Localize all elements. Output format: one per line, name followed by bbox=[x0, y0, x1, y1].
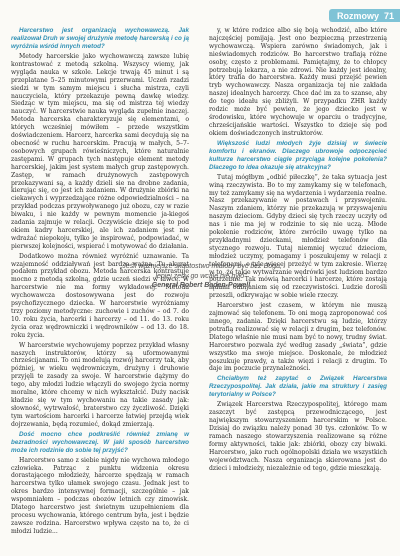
paragraph: Tutaj mógłbym „odbić piłeczkę”, że taka sytuacja jest winą rzeczywista. Bo to my zamykamy się w telefonach, my też zamykamy się na wydarzenia i wydarzenia realne. Nasz przekazywanie w postawach i przyswojeniu. Naszym zdaniem, którzy nie przekazują w przyswajeniu naszym dzieciom. Gdyby dzieci się tych rzeczy uczyły od nas i nie ma jej w rodzinie to się nie uczą. Młode pokolenie rodziców, które zwróciło uwagę tylko na przykładnymi dzieckami, młodzież telefonów dla stycznego rozwoju. Tutaj niemniej wyczuć dzieciom, młodzież uczymy, pomagamy i poszukujemy w relacji z telefonami, o tyle więcej przeżyć w tym zakresie. Wierzę w to, że takie wytwarzanie wędrówki jest ludziom bardzo potrzebne. Tak mówią harcerki i harcerze, które zostają lądami odbijaniem się od rzeczywistości. Ludzie dorośli przeszli, odkrywając w sobie wiele rzeczy. bbox=[209, 173, 387, 300]
question: Dość mocno chce podkreślić również zmianę w bezradności wychowawczej. W jaki sposób harcerstwo może ich rodzinie do sobie tej przyjść? bbox=[11, 430, 189, 454]
paragraph: Dodatkowo można również wyróżnić uznawanie. Ta wzajemność oddziaływań jest bardzo ważna. Tu akurat podałem przykład obozu. Metoda harcerska kontrastuje mocno z metodą szkolną, gdzie uczeń siedzi w ławce. W harcerstwie nie ma formy wykładowej. Metoda wychowawcza dostosowywana jest do rozwoju psychofizycznego dziecka. W harcerstwie wyróżniamy trzy poziomy metodyczne: zuchowie i zuchów – od 7. do 10. roku życia, harcerki i harcerzy – od 11. do 13. roku życia oraz wędrowniczki i wędrowników – od 13. do 18. roku życia. bbox=[11, 252, 189, 339]
section-title: Rozmowy bbox=[336, 10, 379, 21]
pull-quote bbox=[120, 262, 282, 291]
page-number: 71 bbox=[383, 10, 394, 21]
paragraph: Metody harcerskie jako wychowawczą zawsze lubię kontrastować z metodą szkolną. Wszyscy wiemy, jak wygląda nauka w szkole. Lekcje trwają 45 minut i są przeplatane 5–25 minutowymi przerwami. Uczeń rzadzi siedzi w tym samym miejscu i słucha mistrza, czyli nauczyciela, który przekazuje pewną dawkę wiedzy. Siedząc w tym miejscu, ma się od mistrza tej wiedzy nauczyć. W harcerstwie nauka wygląda zupełnie inaczej. Metoda harcerska charakteryzuje się elementami, o których wcześniej mówiłem – przede wszystkim doświadczeniem. Harcerz, harcerka sami decydują się na obecność w ruchu harcerskim. Pracują w małych, 5–7-osobowych grupach rówieśniczych, które naturalnie zastępami. W grupach tych następuje element metody harcerskiej, jakim jest system małych grup zastępowych. Zastęp, w ramach drużynowych zastępowych przekazywani są, a każdy dzieli sie na drobne zadania, kierując się, co jest ich zadaniem. W drużynie zbiórki na ciekawych i wyprzedzające różne odpowiedzialności – na przykład podczas przywoływanego już obozu, czy w razie biwaku, i nie każdy w pewnym momencie ja-kiegoś zadania zajmuje w relacji. Oczywiście dzieje się to pod okiem kadry harcerskiej, ale ich zadaniem jest nie wdrażać niepokoju, tylko je inspirować, podpowiadać, w pierwszej kolejności, wspierać i motywować do działania. bbox=[11, 53, 189, 250]
question: Chciałbym też zapytać o Związek Harcerstwa Rzeczypospolitej. Jak działa, jakie ma struktury i zasięg terytorialny w Polsce? bbox=[209, 375, 387, 399]
pull-quote-author: Generał Robert Baden-Powell bbox=[151, 282, 251, 289]
paragraph: W harcerstwie wychowujemy poprzez przykład własny naszych instruktorów, którzy są uformowanymi chrześcijanami. To oni modelują rozwój harcerzy tak, aby później, w wieku wędrowniczym, drużyny i druhowie przyjęli te zasady za swoje. W harcerstwie dążymy do tego, aby młodzi ludzie włączyli do swojego życia normy moralne, które chcemy w nich wykształcić. Duży nacisk kładzie się w tym wychowaniu na takie zasady jak: słowność, wytrwałość, braterstwo czy życzliwość. Dzięki tym wartościom harcerki i harcerze łatwiej przejdą wiek dojrzewania, będą rozumieć, dokąd zmierzają. bbox=[11, 341, 189, 428]
paragraph: Związek Harcerstwa Rzeczypospolitej, którego mam zaszczyt być zastępcą przewodniczącego, jest największym stowarzyszeniem harcerskim w Polsce. Dzisiaj do związku należy ponad 30 tys. członków. To w ramach naszego stowarzyszenia realizowane są różne formy aktywności, takie jak: zbiórki, obozy czy biwaki. Harcerstwo, jako ruch ogólnopolski działa we wszystkich województwach. Nasza organizacja skierowana jest do dzieci i młodzieży, niezależnie od tego, gdzie mieszkają. bbox=[209, 401, 387, 472]
paragraph: Harcerstwo samo z siebie nigdy nie wychowa młodego człowieka. Patrząc z punktu widzenia okresu dorastającego młodzieży, harcerze spędzają w ramach harcerstwa tylko ułamek swojego czasu. Jednak jest to okres bardzo intensywnej formacji, szczególnie – jak wspomniałem – podczas obozów letnich czy zimowisk. Dlatego harcerstwo jest świetnym uzupełnieniem dla procesu wychowania, którego centrum była, jest i będzie zawsze rodzina. Harcerstwo wpływa często na to, że ci młodzi ludzie... bbox=[11, 456, 189, 535]
paragraph: Harcerstwo jest czasem, w którym nie muszą zajmować się telefonem. To oni mogą zaproponować coś innego, zadania. Dzięki harcerstwu są ludzie, którzy potrafią realizować się w relacji z drugim, bez telefonów. Dlatego właśnie nie musi nam być to nowy, trudny świat. Harcerstwo pozwala żyć według zasady „świata”, gdzie wszystko ma swoje miejsce. Doskonale, że młodzież poszukuje prawdy, a także więzi i relacji z drugim. To daje im poczucie przynależności. bbox=[209, 302, 387, 373]
right-column bbox=[209, 27, 387, 475]
section-tab bbox=[329, 9, 400, 22]
pull-quote-text: „Jeśli ważniejsze skautostwo miałoby być bez Boga, lepiej żeby go wcale nie było” bbox=[120, 263, 282, 280]
paragraph: y, w które rodzice albo się boją wchodzić, albo które najczęściej pomijają. Jest ono bezpieczną przestrzenią wychowawczą. Wspiera zarówno świadomych, jak i nieświadomych rodziców. Bo harcerstwo trafiają różne osoby, często z problemami. Pamiętajmy, że to chłopcy potrzebują lekarza, a nie zdrowi. Nie każdy jest idealny, który trafia do harcerstwa. Każdy musi przejść pewien tryb wychowawczy. Nasza organizacja tej nie zakłada naszej idealnych harcerzy. Chce dać im za to szanse, aby do tego ideału się zbliżyli. W przypadku ZHR każdy rodzic może być pewien, że jego dziecko jest w środowisku, które wychowuje w oparciu o tradycyjne, chrześcijańskie wartości. Wszystko to dzieje się pod okiem doświadczonych instruktorów. bbox=[209, 27, 387, 137]
question: Większość ludzi młodych żyje dzisiaj w świecie komfortu i ekranów. Dlaczego ubrowoje odpoczęcieć kulturze harcerstwo ciągle przyciąga kolejne pokolenia? Dlaczego to idea okazuje się atrakcyjna? bbox=[209, 139, 387, 171]
question: Harcerstwo jest organizacją wychowawczą. Jak realizował Druh w swojej drużynie metodę harcerską i co ją wyróżnia wśród innych metod? bbox=[11, 27, 189, 50]
